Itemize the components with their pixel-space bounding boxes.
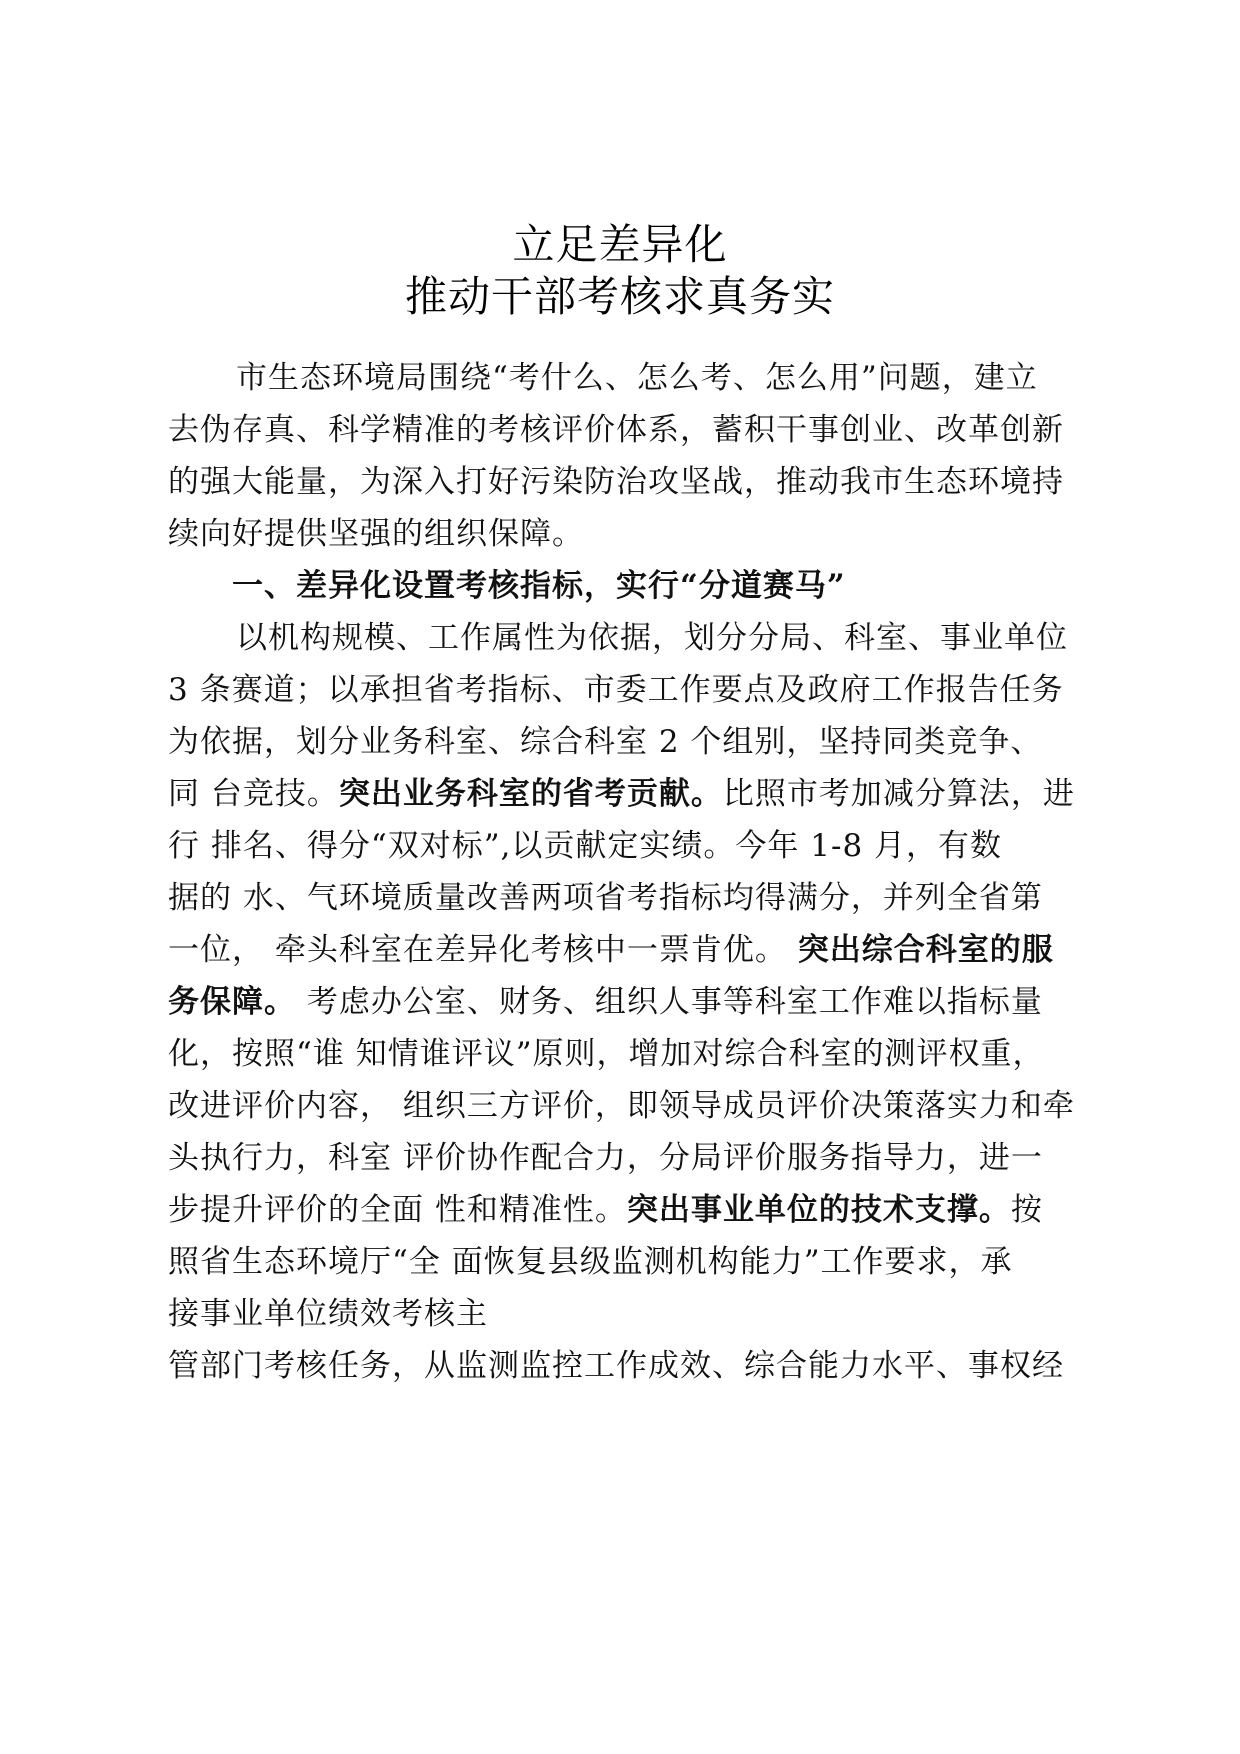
paragraph-line: 头执行力，科室 评价协作配合力，分局评价服务指导力，进一 [168, 1140, 1043, 1176]
paragraph-line: 去伪存真、科学精准的考核评价体系，蓄积干事创业、改革创新 [168, 412, 1064, 448]
document-title-line-1: 立足差异化 [512, 220, 728, 269]
bold-emphasis: 务保障。 [168, 984, 296, 1020]
bold-emphasis: 突出综合科室的服 [797, 932, 1054, 968]
paragraph-line: 的强大能量，为深入打好污染防治攻坚战，推动我市生态环境持 [168, 464, 1064, 500]
line-text: 步提升评价的全面 性和精准性。 [168, 1192, 627, 1228]
paragraph-line: 照省生态环境厅“全 面恢复县级监测机构能力”工作要求，承 [168, 1244, 1013, 1280]
paragraph-line: 改进评价内容， 组织三方评价，即领导成员评价决策落实力和牵 [168, 1088, 1075, 1124]
paragraph-line: 化，按照“谁 知情谁评议”原则，增加对综合科室的测评权重， [168, 1036, 1045, 1072]
section-heading: 一、差异化设置考核指标，实行“分道赛马” [232, 568, 846, 604]
paragraph-line [168, 774, 1075, 814]
paragraph-line: 市生态环境局围绕“考什么、怎么考、怎么用”问题，建立 [236, 360, 1038, 396]
document-title-line-2: 推动干部考核求真务实 [404, 272, 835, 321]
paragraph-line: 续向好提供坚强的组织保障。 [168, 516, 584, 552]
bold-emphasis: 突出事业单位的技术支撑。 [626, 1192, 1011, 1228]
paragraph-line [168, 982, 1043, 1022]
paragraph-line: 接事业单位绩效考核主 [168, 1296, 488, 1332]
line-text: 同 台竞技。 [168, 776, 339, 812]
bold-emphasis: 突出业务科室的省考贡献。 [338, 776, 723, 812]
paragraph-line [168, 1190, 1043, 1230]
paragraph-line: 为依据，划分业务科室、综合科室 2 个组别，坚持同类竞争、 [168, 724, 1043, 760]
line-text: 考虑办公室、财务、组织人事等科室工作难以指标量 [296, 984, 1043, 1020]
paragraph-line: 3 条赛道；以承担省考指标、市委工作要点及政府工作报告任务 [168, 672, 1064, 708]
paragraph-line [168, 930, 1054, 970]
paragraph-line: 管部门考核任务，从监测监控工作成效、综合能力水平、事权经 [168, 1348, 1064, 1384]
line-text: 比照市考加减分算法，进 [722, 776, 1075, 812]
paragraph-line: 以机构规模、工作属性为依据，划分分局、科室、事业单位 [236, 620, 1068, 656]
line-text: 一位， 牵头科室在差异化考核中一票肯优。 [168, 932, 798, 968]
paragraph-line: 据的 水、气环境质量改善两项省考指标均得满分，并列全省第 [168, 880, 1043, 916]
paragraph-line: 行 排名、得分“双对标”,以贡献定实绩。今年 1-8 月，有数 [168, 828, 1003, 864]
line-text: 按 [1010, 1192, 1043, 1228]
